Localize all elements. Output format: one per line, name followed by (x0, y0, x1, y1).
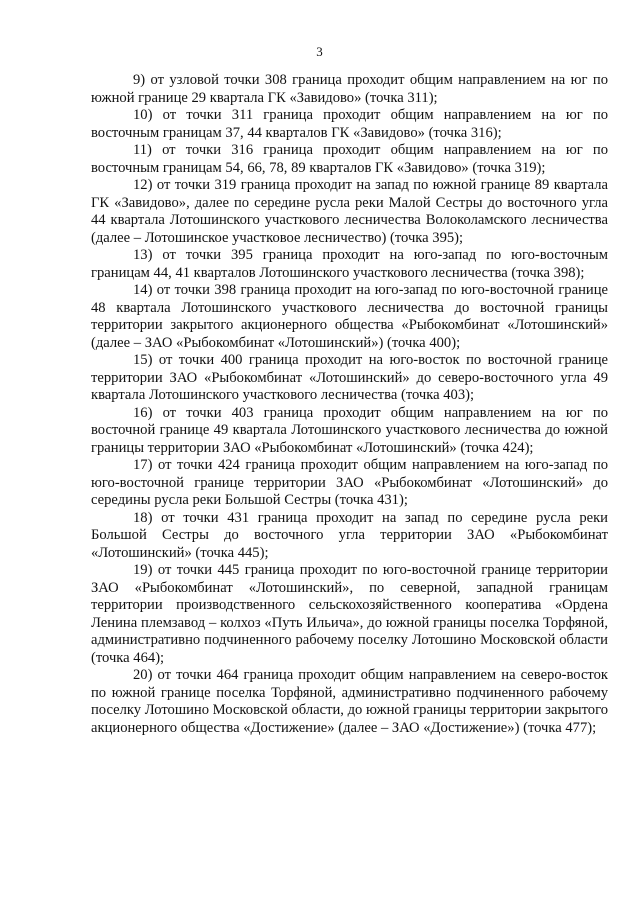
paragraph-item-10: 10) от точки 311 граница проходит общим направлением на юг по восточным границам 37, 44 кварталов ГК «Завидово» (точка 316); (91, 107, 608, 141)
paragraph-item-15: 15) от точки 400 граница проходит на юго-восток по восточной границе территории ЗАО «Рыбокомбинат «Лотошинский» до северо-восточного угла 49 квартала Лотошинского участкового лесничества (точка 403); (91, 352, 608, 403)
paragraph-item-12: 12) от точки 319 граница проходит на запад по южной границе 89 квартала ГК «Завидово», далее по середине русла реки Малой Сестры до восточного угла 44 квартала Лотошинского участкового лесничества Волоколамского лесничества (далее – Лотошинское участковое лесничество) (точка 395); (91, 177, 608, 246)
paragraph-item-16: 16) от точки 403 граница проходит общим направлением на юг по восточной границе 49 квартала Лотошинского участкового лесничества до южной границы территории ЗАО «Рыбокомбинат «Лотошинский» (точка 424); (91, 404, 608, 456)
paragraph-item-11: 11) от точки 316 граница проходит общим направлением на юг по восточным границам 54, 66, 78, 89 кварталов ГК «Завидово» (точка 319); (91, 142, 608, 176)
paragraph-item-17: 17) от точки 424 граница проходит общим направлением на юго-запад по юго-восточной границе территории ЗАО «Рыбокомбинат «Лотошинский» до середины русла реки Большой Сестры (точка 431); (91, 457, 608, 508)
paragraph-item-19: 19) от точки 445 граница проходит по юго-восточной границе территории ЗАО «Рыбокомбинат «Лотошинский», по северной, западной границам территории производственного сельскохозяйственного кооператива «Ордена Ленина племзавод – колхоз «Путь Ильича», до южной границы поселка Торфяной, административно подчиненного рабочему поселку Лотошино Московской области (точка 464); (91, 562, 608, 666)
paragraph-item-18: 18) от точки 431 граница проходит на запад по середине русла реки Большой Сестры до восточного угла территории ЗАО «Рыбокомбинат «Лотошинский» (точка 445); (91, 509, 608, 561)
paragraph-item-9: 9) от узловой точки 308 граница проходит общим направлением на юг по южной границе 29 квартала ГК «Завидово» (точка 311); (91, 72, 608, 106)
document-body (91, 72, 608, 737)
paragraph-item-13: 13) от точки 395 граница проходит на юго-запад по юго-восточным границам 44, 41 кварталов Лотошинского участкового лесничества (точка 398); (91, 247, 608, 281)
paragraph-item-20: 20) от точки 464 граница проходит общим направлением на северо-восток по южной границе поселка Торфяной, административно подчиненного рабочему поселку Лотошино Московской области, до южной границы территории закрытого акционерного общества «Достижение» (далее – ЗАО «Достижение») (точка 477); (91, 667, 608, 736)
paragraph-item-14: 14) от точки 398 граница проходит на юго-запад по юго-восточной границе 48 квартала Лотошинского участкового лесничества до восточной границы территории закрытого акционерного общества «Рыбокомбинат «Лотошинский» (далее – ЗАО «Рыбокомбинат «Лотошинский») (точка 400); (91, 282, 608, 351)
page-number: 3 (316, 44, 323, 59)
